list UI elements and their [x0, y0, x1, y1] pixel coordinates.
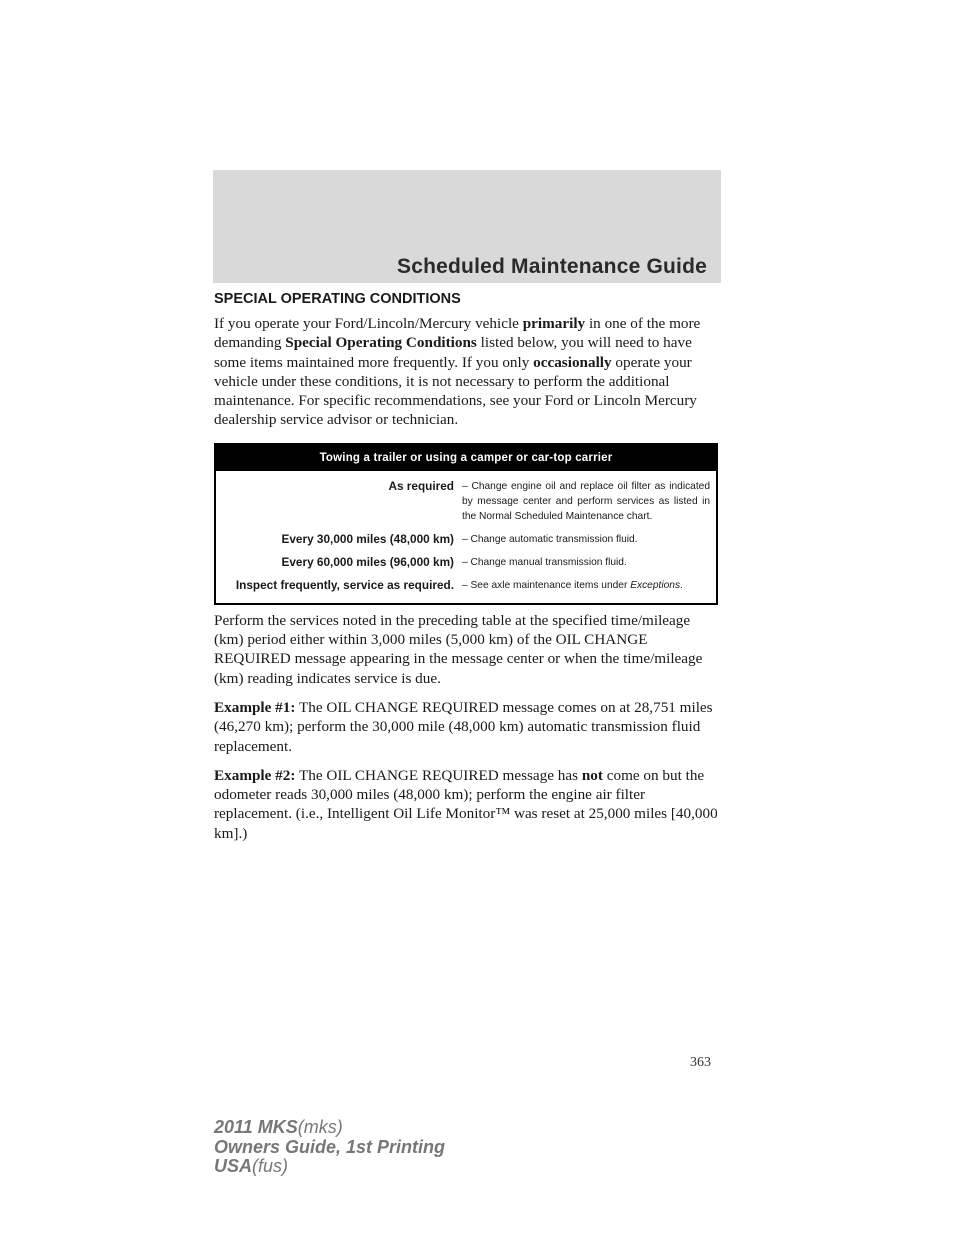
intro-paragraph: If you operate your Ford/Lincoln/Mercury vehicle primarily in one of the more demanding Special Operating Conditions listed below, you will need to have some items maintained more frequently. If you only occasionally operate your vehicle under these conditions, it is not necessary to perform the additional maintenance. For specific recommendations, see your Ford or Lincoln Mercury dealership service advisor or technician. — [214, 315, 701, 429]
footer-line-1: 2011 MKS(mks) — [214, 1117, 343, 1137]
page-number: 363 — [690, 1055, 711, 1070]
header-title: Scheduled Maintenance Guide — [397, 255, 707, 278]
row-label: Every 30,000 miles (48,000 km) — [281, 531, 454, 546]
example-2-paragraph: Example #2: The OIL CHANGE REQUIRED message has not come on but the odometer reads 30,000 miles (48,000 km); perform the engine air filter replacement. (i.e., Intelligent Oil Life Monitor™ was reset at 25,000 miles [40,000 km].) — [214, 766, 718, 842]
row-label: Every 60,000 miles (96,000 km) — [281, 554, 454, 569]
table-row — [216, 570, 716, 603]
after-table-paragraph: Perform the services noted in the preceding table at the specified time/mileage (km) period either within 3,000 miles (5,000 km) of the OIL CHANGE REQUIRED message appearing in the message center or when the time/mileage (km) reading indicates service is due. — [214, 611, 703, 687]
table-heading: Towing a trailer or using a camper or car-top carrier — [216, 445, 716, 471]
table-row — [216, 547, 716, 570]
header-band — [213, 170, 721, 283]
footer-line-2: Owners Guide, 1st Printing — [214, 1136, 446, 1157]
section-title: SPECIAL OPERATING CONDITIONS — [214, 291, 461, 307]
row-description: – See axle maintenance items under Exceptions. — [462, 579, 683, 591]
footer — [214, 1118, 445, 1177]
row-description: – Change manual transmission fluid. — [462, 556, 627, 568]
row-description: – Change automatic transmission fluid. — [462, 533, 638, 545]
footer-line-3: USA(fus) — [214, 1156, 289, 1176]
row-label: Inspect frequently, service as required. — [235, 577, 454, 592]
page-content — [214, 291, 720, 853]
table-row — [216, 524, 716, 547]
table-row — [216, 471, 716, 524]
example-1-paragraph: Example #1: The OIL CHANGE REQUIRED message comes on at 28,751 miles (46,270 km); perform the 30,000 mile (48,000 km) automatic transmission fluid replacement. — [214, 698, 713, 755]
towing-table — [214, 443, 718, 605]
row-description: – Change engine oil and replace oil filter as indicated by message center and perform services as listed in the Normal Scheduled Maintenance chart. — [462, 480, 710, 522]
row-label: As required — [388, 478, 454, 493]
